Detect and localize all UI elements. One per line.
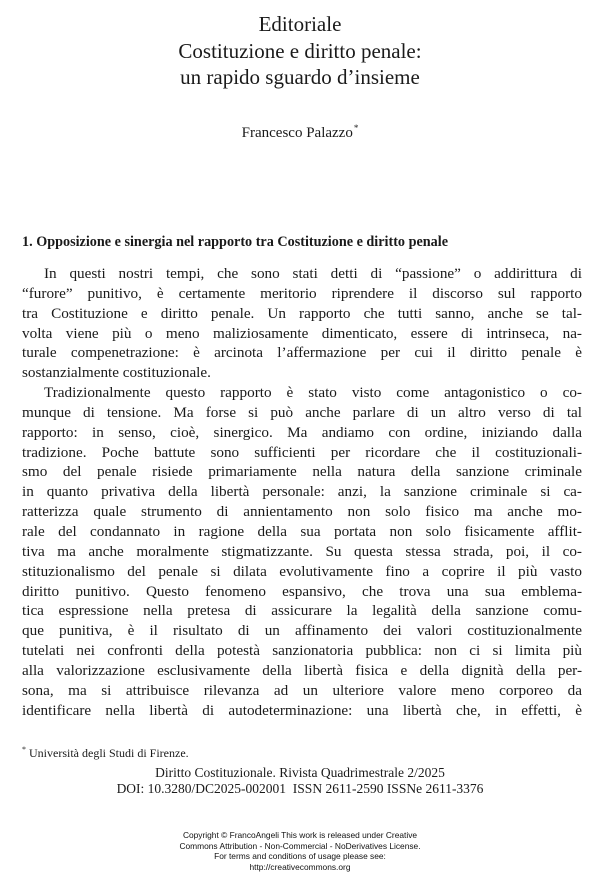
journal-line: Diritto Costituzionale. Rivista Quadrimestrale 2/2025 xyxy=(155,765,445,780)
body-text xyxy=(22,264,582,720)
text-line: Tradizionalmente questo rapporto è stato visto come antagonistico o co- xyxy=(44,384,582,402)
title-line: un rapido sguardo d’insieme xyxy=(180,65,420,89)
text-line: turale compenetrazione: è arcinota l’affermazione per cui il diritto penale è xyxy=(22,344,582,362)
text-line: ratterizza quale strumento di annientamento non solo fisico ma anche mo- xyxy=(22,503,582,521)
paragraph xyxy=(22,264,582,383)
text-line: identificare nella libertà di autodeterminazione: una libertà che, in effetti, è xyxy=(22,701,582,719)
paragraph xyxy=(22,383,582,720)
footnote-text: Università degli Studi di Firenze. xyxy=(29,746,189,760)
text-line: alla valorizzazione esclusivamente della libertà fisica e della dignità della per- xyxy=(22,661,582,679)
section-heading: 1. Opposizione e sinergia nel rapporto tra Costituzione e diritto penale xyxy=(22,234,448,250)
text-line: rapporto: in senso, cioè, sinergico. Ma andiamo con ordine, iniziando dalla xyxy=(22,423,582,441)
license-line: Commons Attribution - Non-Commercial - NoDerivatives License. xyxy=(179,840,421,851)
text-line: volta viene più o meno maliziosamente dimenticato, essere di intrinseca, na- xyxy=(22,324,582,342)
license-url[interactable]: http://creativecommons.org xyxy=(249,861,351,872)
text-line: sostanzialmente costituzionale. xyxy=(22,364,211,382)
text-line: tutelati nei confronti della potestà sanzionatoria pubblica: non ci si limita più xyxy=(22,642,582,660)
text-line: que punitiva, è il risultato di un affinamento dei valori costituzionalmente xyxy=(22,622,582,640)
author-name: Francesco Palazzo xyxy=(241,125,353,141)
section-rubric: Editoriale xyxy=(258,12,342,36)
article-title xyxy=(0,38,600,90)
text-line: “furore” punitivo, è certamente meritorio riprendere il discorso sul rapporto xyxy=(22,284,582,302)
text-line: in quanto privativa della libertà personale: anzi, la sanzione criminale si ca- xyxy=(22,483,582,501)
text-line: tradizione. Poche battute sono sufficienti per ricordare che il costituzionali- xyxy=(22,443,582,461)
license-line: For terms and conditions of usage please see: xyxy=(214,851,386,861)
license-notice xyxy=(0,830,600,872)
text-line: sona, ma si attribuisce rilevanza ad un ulteriore valore meno corporeo da xyxy=(22,681,582,699)
text-line: stituzionalismo del penale si dilata evolutivamente fino a coprire il più vasto xyxy=(22,562,582,580)
license-line: Copyright © FrancoAngeli This work is released under Creative xyxy=(182,830,418,840)
text-line: tiva ma anche moralmente stigmatizzante. Su questa stessa strada, poi, il co- xyxy=(22,542,582,560)
title-line: Costituzione e diritto penale: xyxy=(178,39,422,63)
text-line: diritto punitivo. Questo fenomeno espansivo, che trova una sua emblema- xyxy=(22,582,582,600)
journal-info xyxy=(0,765,600,797)
author-footnote-mark: * xyxy=(353,123,359,133)
text-line: In questi nostri tempi, che sono stati detti di “passione” o addirittura di xyxy=(44,265,582,282)
doi-line: DOI: 10.3280/DC2025-002001 ISSN 2611-2590 ISSNe 2611-3376 xyxy=(116,781,484,796)
text-line: tra Costituzione e diritto penale. Un rapporto che tutti sanno, anche se tal- xyxy=(22,304,582,322)
text-line: tica espressione nella pretesa di assicurare la legalità della sanzione comu- xyxy=(22,602,582,620)
text-line: rale del condannato in ragione della sua portata non solo fisicamente afflit- xyxy=(22,522,582,540)
author-line xyxy=(0,118,600,143)
footnote-mark: * xyxy=(22,745,26,754)
footnote xyxy=(22,742,582,761)
text-line: smo del penale risiede primariamente nella natura della sanzione criminale xyxy=(22,463,582,481)
text-line: munque di tensione. Ma forse si può anche parlare di un altro verso di tal xyxy=(22,403,582,421)
